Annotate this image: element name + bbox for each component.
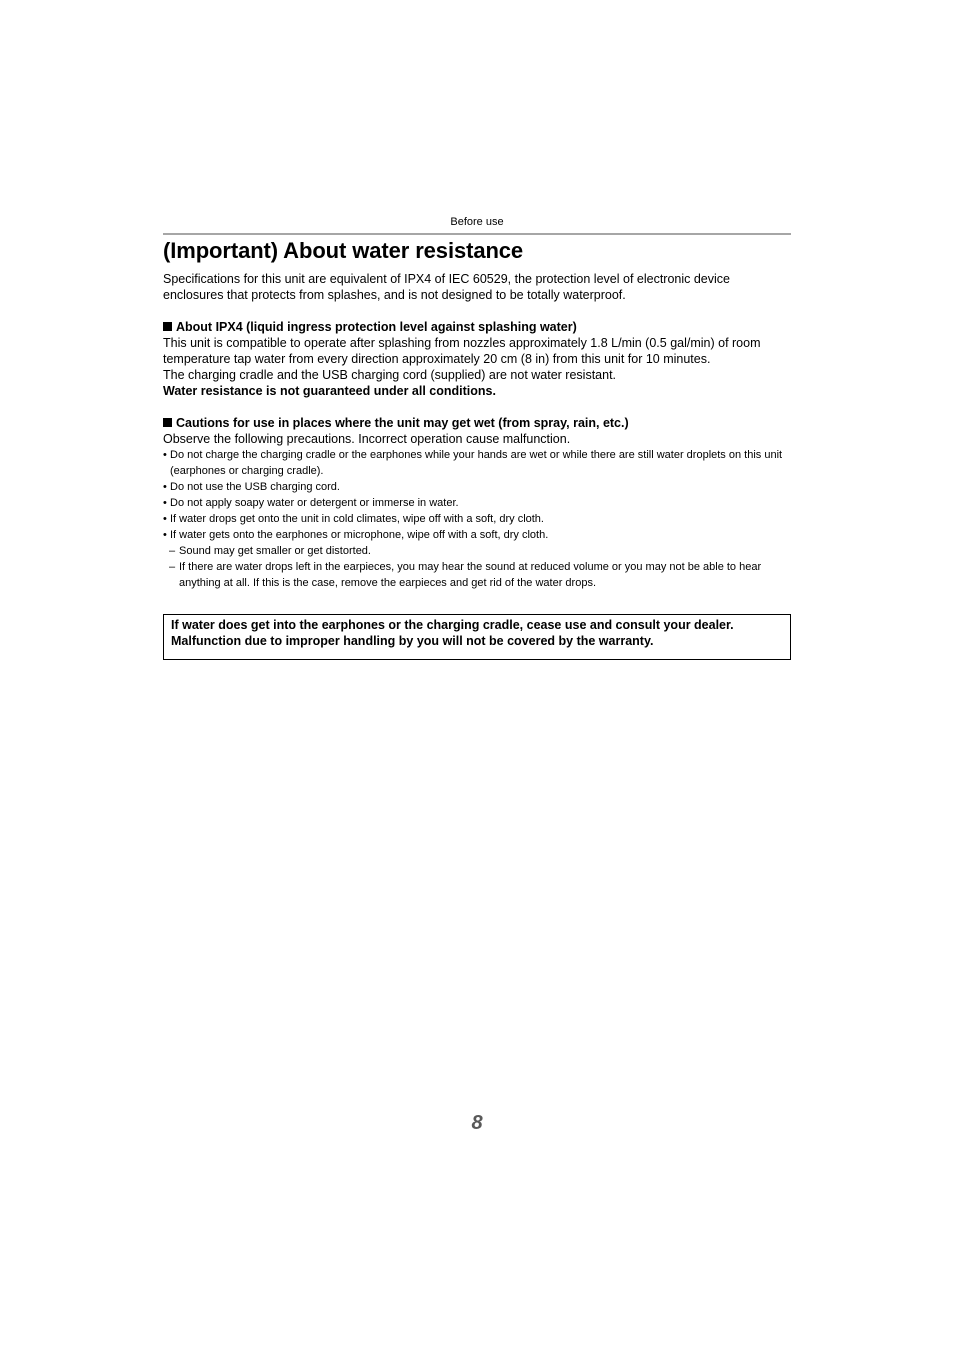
sub-list-item: – If there are water drops left in the earpieces, you may hear the sound at reduced volume or you may not be able to hear anything at all. If this is the case, remove the earpieces and get rid of the water drops. [169,561,762,589]
section-line: The charging cradle and the USB charging cord (supplied) are not water resistant. [163,368,617,382]
bullet-icon: • [163,513,167,525]
intro-paragraph [163,271,791,303]
section-heading: About IPX4 (liquid ingress protection level against splashing water) [163,319,791,335]
page-title: (Important) About water resistance [163,238,524,263]
section-line: This unit is compatible to operate after splashing from nozzles approximately 1.8 L/min (0.5 gal/min) of room [163,336,761,350]
bullet-icon: • [163,529,167,541]
bullet-icon: • [163,449,167,461]
section-intro: Observe the following precautions. Incorrect operation cause malfunction. [163,432,571,446]
list-item: • If water gets onto the earphones or microphone, wipe off with a soft, dry cloth. [163,529,549,541]
sub-list [163,543,791,591]
notice-line: If water does get into the earphones or the charging cradle, cease use and consult your dealer. [171,618,734,632]
warranty-notice-box [163,614,791,660]
intro-line: Specifications for this unit are equivalent of IPX4 of IEC 60529, the protection level of electronic device [163,272,730,286]
header-divider [163,233,791,235]
page-number: 8 [471,1112,483,1134]
list-item: • Do not charge the charging cradle or the earphones while your hands are wet or while there are still water droplets on this unit (earphones or charging cradle). [163,449,783,477]
square-bullet-icon [163,322,172,331]
list-item: • If water drops get onto the unit in cold climates, wipe off with a soft, dry cloth. [163,513,544,525]
dash-icon: – [169,561,176,573]
bullet-icon: • [163,481,167,493]
intro-line: enclosures that protects from splashes, and is not designed to be totally waterproof. [163,288,626,302]
list-item: • Do not apply soapy water or detergent or immerse in water. [163,497,459,509]
section-ipx4 [163,319,791,399]
section-line: temperature tap water from every direction approximately 20 cm (8 in) from this unit for 10 minutes. [163,352,711,366]
notice-line: Malfunction due to improper handling by you will not be covered by the warranty. [171,634,654,648]
running-header: Before use [450,216,504,228]
warning-line: Water resistance is not guaranteed under all conditions. [163,384,496,398]
section-cautions [163,415,791,591]
sub-list-item: – Sound may get smaller or get distorted. [169,545,371,557]
caution-list [163,447,791,543]
dash-icon: – [169,545,176,557]
section-heading: Cautions for use in places where the unit may get wet (from spray, rain, etc.) [163,415,791,431]
list-item: • Do not use the USB charging cord. [163,481,340,493]
square-bullet-icon [163,418,172,427]
bullet-icon: • [163,497,167,509]
